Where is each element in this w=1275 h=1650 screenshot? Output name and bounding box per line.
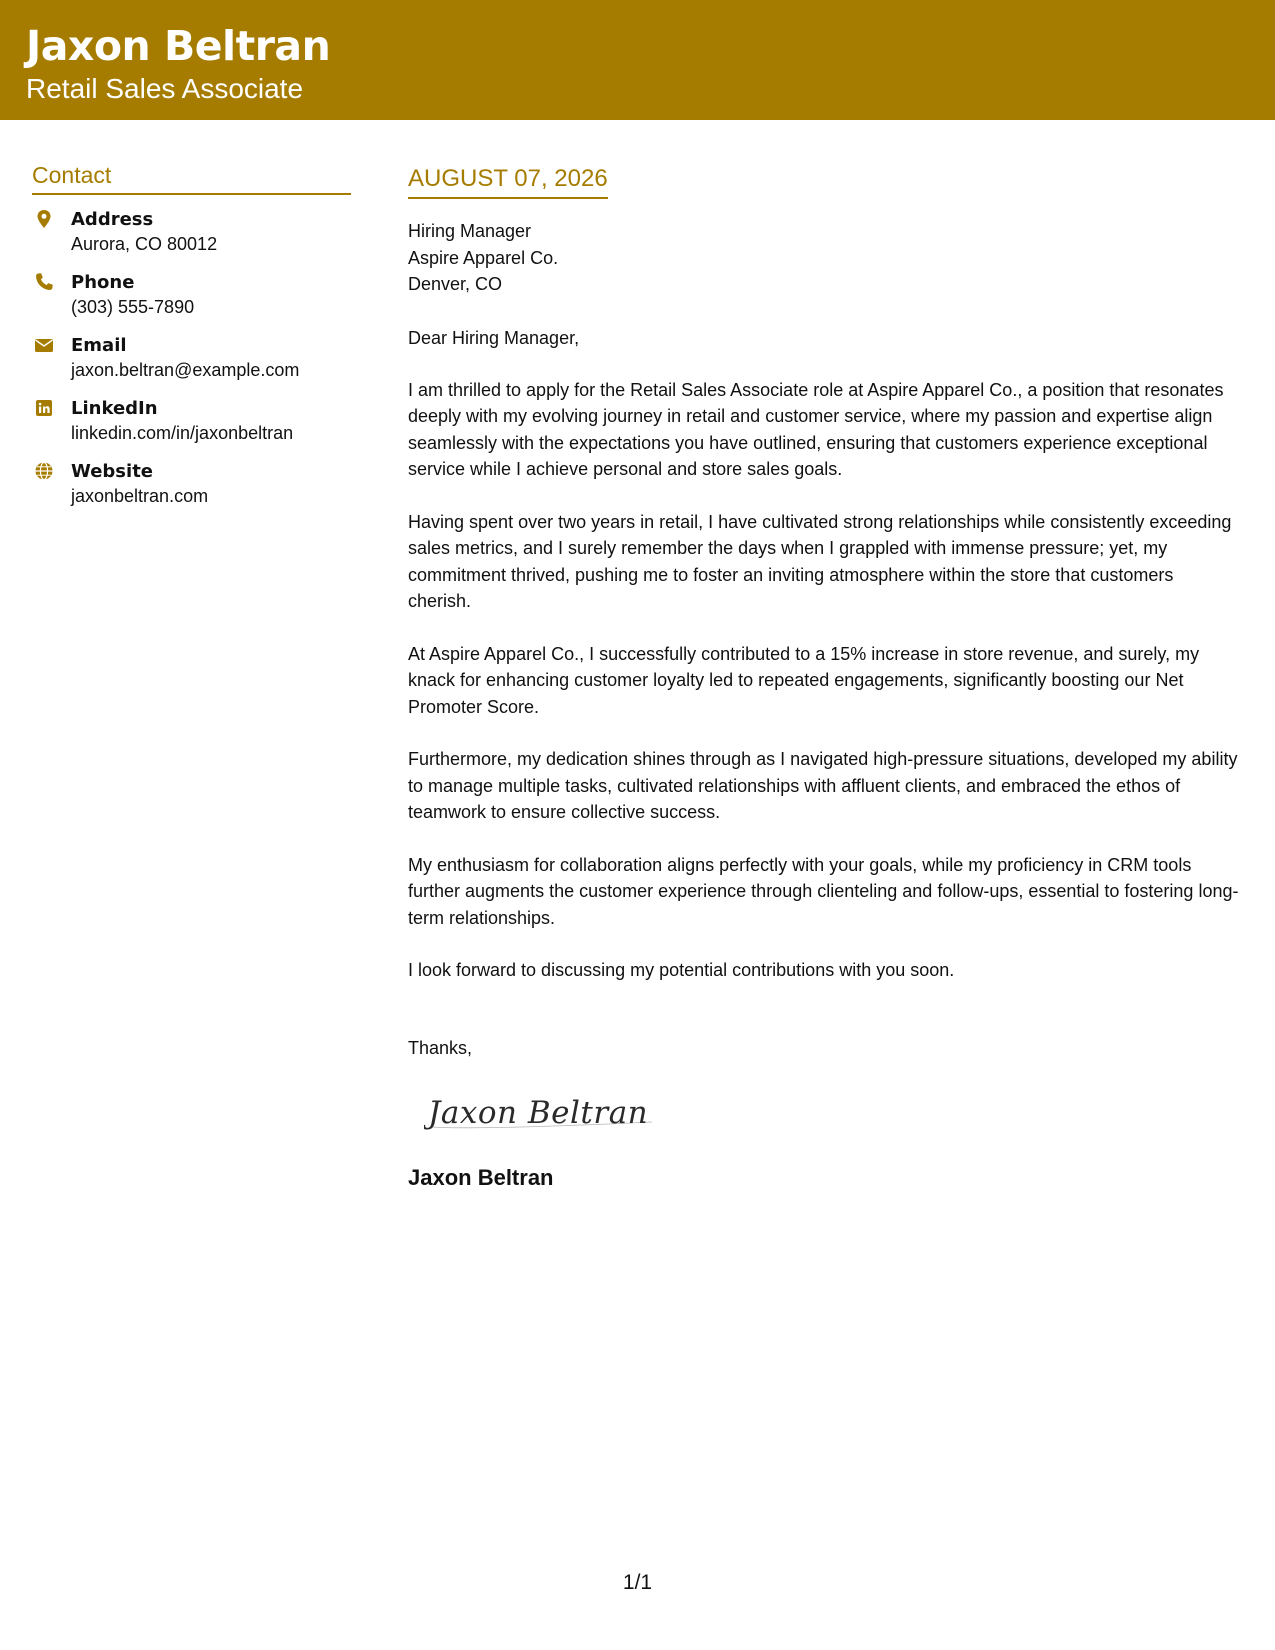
header-banner bbox=[0, 0, 1275, 120]
phone-value: (303) 555-7890 bbox=[71, 297, 195, 317]
contact-item-email bbox=[32, 334, 351, 397]
contact-item-website bbox=[32, 460, 351, 523]
salutation: Dear Hiring Manager, bbox=[408, 327, 580, 348]
contact-item-address bbox=[32, 208, 351, 271]
paragraph: I look forward to discussing my potential contributions with you soon. bbox=[408, 960, 955, 980]
contact-item-linkedin bbox=[32, 397, 351, 460]
linkedin-value[interactable]: linkedin.com/in/jaxonbeltran bbox=[71, 423, 294, 443]
website-value[interactable]: jaxonbeltran.com bbox=[71, 486, 209, 506]
contact-item-phone bbox=[32, 271, 351, 334]
paragraph: Furthermore, my dedication shines through as I navigated high-pressure situations, developed my ability to manage multiple tasks, cultivated relationships with affluent clients, and embraced the ethos of teamwork to ensure collective success. bbox=[408, 749, 1238, 822]
recipient-location: Denver, CO bbox=[408, 274, 503, 294]
contact-heading: Contact bbox=[32, 162, 351, 195]
recipient-title: Hiring Manager bbox=[408, 221, 532, 241]
page-number: 1/1 bbox=[622, 1571, 653, 1594]
map-pin-icon bbox=[34, 209, 54, 229]
paragraph: I am thrilled to apply for the Retail Sales Associate role at Aspire Apparel Co., a position that resonates deeply with my evolving journey in retail and customer service, where my passion and expertise align seamlessly with the expectations you have outlined, ensuring that customers experience exceptional service while I achieve personal and store sales goals. bbox=[408, 379, 1224, 479]
paragraph: At Aspire Apparel Co., I successfully contributed to a 15% increase in store revenue, and surely, my knack for enhancing customer loyalty led to repeated engagements, significantly boosting our Net Promoter Score. bbox=[408, 643, 1200, 717]
linkedin-label: LinkedIn bbox=[71, 398, 158, 419]
handwritten-signature bbox=[424, 1081, 664, 1141]
address-value: Aurora, CO 80012 bbox=[71, 234, 218, 254]
recipient-block bbox=[408, 218, 1240, 298]
globe-icon bbox=[34, 461, 54, 481]
paragraph: My enthusiasm for collaboration aligns perfectly with your goals, while my proficiency in CRM tools further augments the customer experience through clienteling and follow-ups, essential to fostering long-term relationships. bbox=[408, 854, 1239, 928]
signature-text: Jaxon Beltran bbox=[428, 1094, 649, 1131]
phone-icon bbox=[34, 272, 54, 292]
closing: Thanks, bbox=[408, 1037, 473, 1058]
address-label: Address bbox=[71, 209, 154, 230]
email-value[interactable]: jaxon.beltran@example.com bbox=[71, 360, 300, 380]
website-label: Website bbox=[71, 461, 154, 482]
recipient-company: Aspire Apparel Co. bbox=[408, 247, 559, 268]
letter-date: AUGUST 07, 2026 bbox=[408, 165, 608, 199]
applicant-role: Retail Sales Associate bbox=[26, 73, 304, 104]
envelope-icon bbox=[34, 335, 54, 355]
phone-label: Phone bbox=[71, 272, 135, 293]
paragraph: Having spent over two years in retail, I have cultivated strong relationships while consistently exceeding sales metrics, and I surely remember the days when I grappled with immense pressure; yet, my commitment thrived, pushing me to foster an inviting atmosphere within the store that customers cherish. bbox=[408, 511, 1232, 611]
letter-body bbox=[408, 165, 1240, 1191]
linkedin-icon bbox=[34, 398, 54, 418]
signer-name: Jaxon Beltran bbox=[408, 1164, 554, 1190]
email-label: Email bbox=[71, 335, 127, 356]
applicant-name: Jaxon Beltran bbox=[26, 22, 331, 70]
contact-sidebar bbox=[32, 162, 351, 523]
